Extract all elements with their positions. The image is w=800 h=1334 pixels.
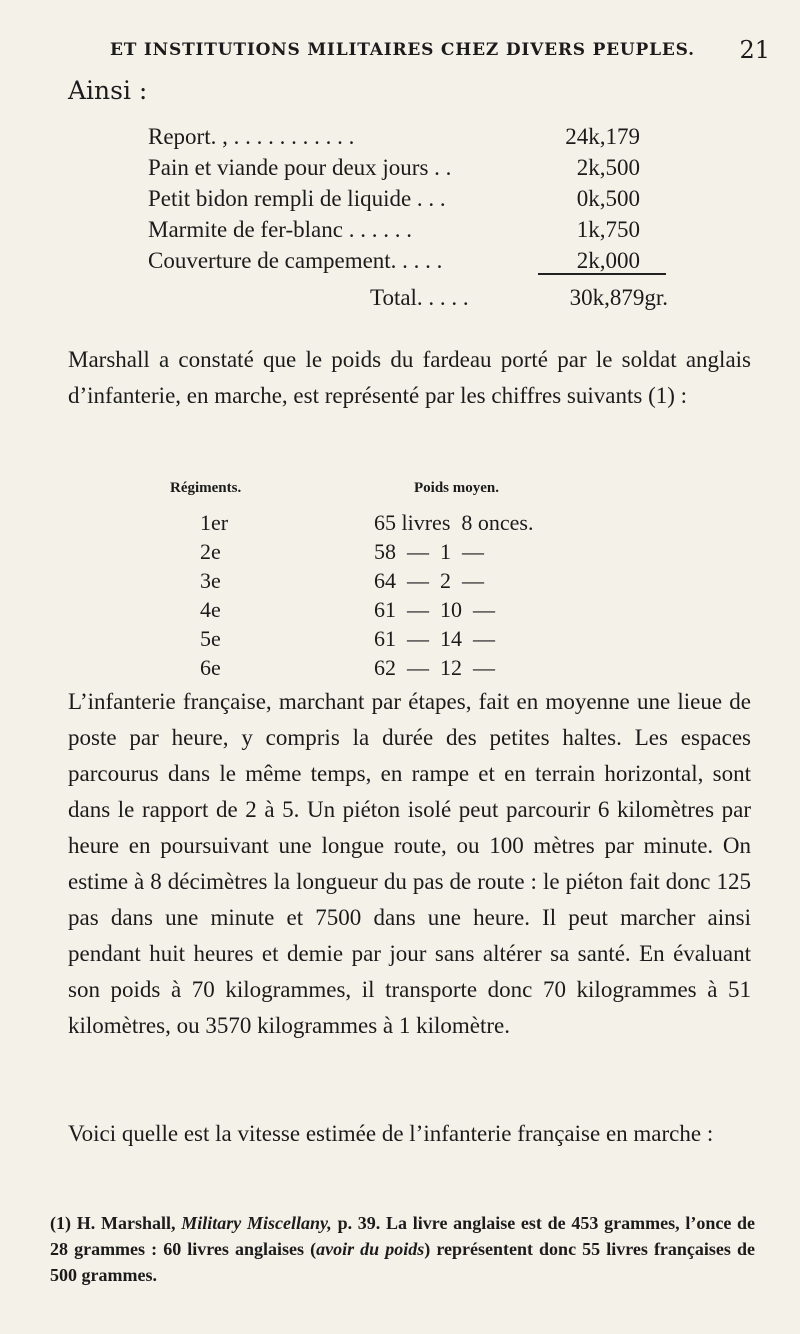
ledger-row <box>148 186 668 217</box>
ledger-label: Report. , . . . . . . . . . . . <box>148 124 355 149</box>
page-number: 21 <box>739 36 770 64</box>
regiment-number: 2e <box>200 539 221 564</box>
table-row <box>170 655 600 684</box>
regiment-number: 5e <box>200 626 221 651</box>
table-row <box>170 597 600 626</box>
weight-ledger <box>148 124 668 279</box>
paragraph-infantry-march: L’infanterie française, marchant par étapes, fait en moyenne une lieue de poste par heure, y compris la durée des petites haltes. Les espaces parcourus dans le même temps, en rampe et en terrain horizontal, sont dans le rapport de 2 à 5. Un piéton isolé peut parcourir 6 kilomètres par heure en poursuivant une longue route, ou 100 mètres par minute. On estime à 8 décimètres la longueur du pas de route : le piéton fait donc 125 pas dans une minute et 7500 dans une heure. Il peut marcher ainsi pendant huit heures et demie par jour sans altérer sa santé. En évaluant son poids à 70 kilogrammes, il transporte donc 70 kilogrammes à 51 kilomètres, ou 3570 kilogrammes à 1 kilomètre. <box>68 689 751 1038</box>
ledger-row <box>148 124 668 155</box>
ledger-amount: 24k,179 <box>565 124 640 149</box>
header-weight: Poids moyen. <box>414 480 500 496</box>
table-row <box>170 539 600 568</box>
ledger-amount: 0k,500 <box>576 186 640 211</box>
ledger-row <box>148 155 668 186</box>
ledger-label: Marmite de fer-blanc . . . . . . <box>148 217 412 242</box>
ledger-amount: 2k,000 <box>576 248 640 273</box>
total-rule <box>538 273 666 275</box>
regiment-weight: 61 — 14 — <box>374 626 495 651</box>
regiment-number: 1er <box>200 510 229 535</box>
ledger-amount: 1k,750 <box>576 217 640 242</box>
running-head: ET INSTITUTIONS MILITAIRES CHEZ DIVERS PEUPLES. <box>110 40 695 60</box>
total-amount: 30k,879gr. <box>569 285 668 310</box>
regiment-weight: 64 — 2 — <box>374 568 484 593</box>
regiment-number: 6e <box>200 655 221 680</box>
footnote-text-end: ) représentent donc 55 livres françaises de 500 grammes. <box>50 1239 755 1285</box>
table-row <box>170 626 600 655</box>
ledger-row <box>148 217 668 248</box>
header-regiments: Régiments. <box>170 480 242 496</box>
intro-text: Ainsi : <box>68 76 148 105</box>
regiment-weights-table <box>170 480 600 684</box>
regiment-number: 3e <box>200 568 221 593</box>
ledger-label: Couverture de campement. . . . . <box>148 248 443 273</box>
regiment-number: 4e <box>200 597 221 622</box>
regiment-weight: 61 — 10 — <box>374 597 495 622</box>
footnote <box>50 1210 755 1288</box>
footnote-italic: avoir du poids <box>316 1239 425 1259</box>
regiment-weight: 62 — 12 — <box>374 655 495 680</box>
regiment-table-header <box>170 480 600 510</box>
footnote-text: p. 39. La livre anglaise est de 453 grammes, l’once de 28 grammes : 60 livres anglaises ( <box>50 1213 756 1259</box>
page-header <box>110 36 770 72</box>
ledger-label: Petit bidon rempli de liquide . . . <box>148 186 446 211</box>
footnote-title: Military Miscellany, <box>181 1213 332 1233</box>
paragraph-marshall: Marshall a constaté que le poids du fardeau porté par le soldat anglais d’infanterie, en marche, est représenté par les chiffres suivants (1) : <box>68 347 751 408</box>
ledger-label: Pain et viande pour deux jours . . <box>148 155 452 180</box>
regiment-weight: 58 — 1 — <box>374 539 484 564</box>
ledger-amount: 2k,500 <box>576 155 640 180</box>
footnote-marker: (1) <box>50 1213 71 1233</box>
total-label: Total. . . . . <box>370 285 469 310</box>
table-row <box>170 568 600 597</box>
footnote-author: H. Marshall, <box>76 1213 176 1233</box>
regiment-weight: 65 livres 8 onces. <box>374 510 534 535</box>
paragraph-speed-intro: Voici quelle est la vitesse estimée de l’infanterie française en marche : <box>68 1121 714 1146</box>
table-row <box>170 510 600 539</box>
